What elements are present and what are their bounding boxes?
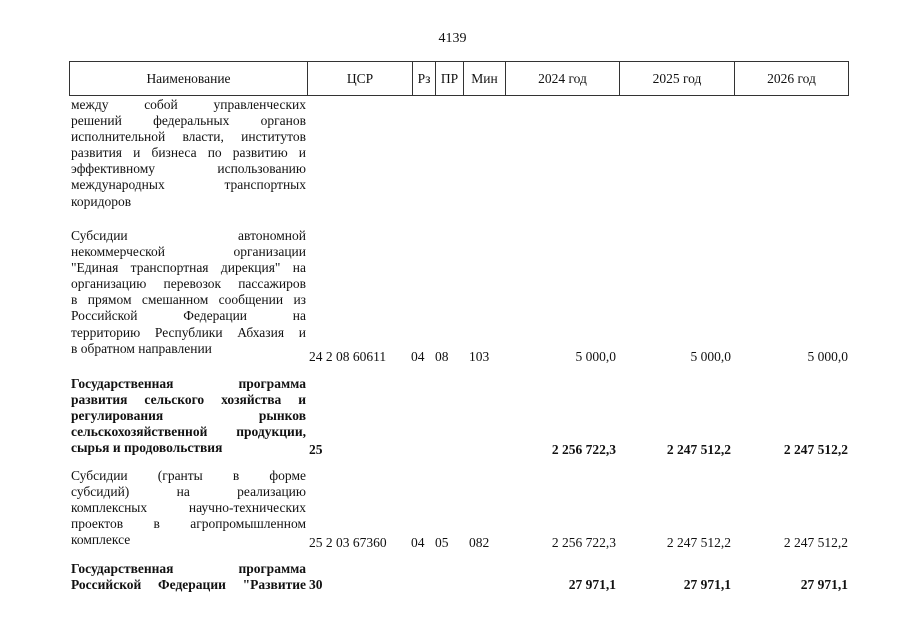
row-2025: 2 247 512,2 bbox=[666, 535, 731, 550]
row-name: Субсидии (гранты в форме субсидий) на реализацию комплексных научно-технических проектов в агропромышленном комплексе bbox=[71, 468, 306, 548]
row-2024: 2 256 722,3 bbox=[551, 442, 616, 457]
row-name: Государственная программа Российской Федерации "Развитие bbox=[71, 561, 306, 593]
header-2026: 2026 год bbox=[767, 71, 816, 86]
row-min: 082 bbox=[469, 535, 490, 550]
table-header bbox=[69, 61, 849, 96]
row-2025: 27 971,1 bbox=[683, 577, 731, 592]
header-pr: ПР bbox=[436, 62, 464, 95]
row-name: между собой управленческих решений федеральных органов исполнительной власти, институтов развития и бизнеса по развитию и эффективному использованию международных транспортных коридоров bbox=[71, 97, 306, 209]
row-csr: 30 bbox=[309, 577, 323, 592]
row-2024: 27 971,1 bbox=[568, 577, 616, 592]
row-2024: 2 256 722,3 bbox=[551, 535, 616, 550]
row-pr: 08 bbox=[435, 349, 449, 364]
row-rz: 04 bbox=[411, 535, 425, 550]
header-min: Мин bbox=[464, 62, 506, 95]
row-pr: 05 bbox=[435, 535, 449, 550]
header-name: Наименование bbox=[70, 62, 308, 95]
header-2025: 2025 год bbox=[620, 62, 735, 95]
row-2025: 5 000,0 bbox=[690, 349, 731, 364]
row-csr: 25 2 03 67360 bbox=[309, 535, 387, 550]
row-rz: 04 bbox=[411, 349, 425, 364]
header-rz: Рз bbox=[413, 62, 436, 95]
header-2024: 2024 год bbox=[506, 62, 620, 95]
page-number: 4139 bbox=[438, 31, 467, 46]
row-name: Государственная программа развития сельского хозяйства и регулирования рынков сельскохозяйственной продукции, сырья и продовольствия bbox=[71, 376, 306, 456]
row-csr: 25 bbox=[309, 442, 323, 457]
row-2026: 5 000,0 bbox=[807, 349, 848, 364]
row-name: Субсидии автономной некоммерческой организации "Единая транспортная дирекция" на организацию перевозок пассажиров в прямом смешанном сообщении из Российской Федерации на территорию Республики Абхазия и в обратном направлении bbox=[71, 228, 306, 356]
row-csr: 24 2 08 60611 bbox=[309, 349, 387, 364]
row-2026: 2 247 512,2 bbox=[783, 535, 848, 550]
row-2025: 2 247 512,2 bbox=[666, 442, 731, 457]
row-min: 103 bbox=[469, 349, 490, 364]
header-csr: ЦСР bbox=[308, 62, 413, 95]
row-2024: 5 000,0 bbox=[575, 349, 616, 364]
row-2026: 27 971,1 bbox=[800, 577, 848, 592]
row-2026: 2 247 512,2 bbox=[783, 442, 848, 457]
